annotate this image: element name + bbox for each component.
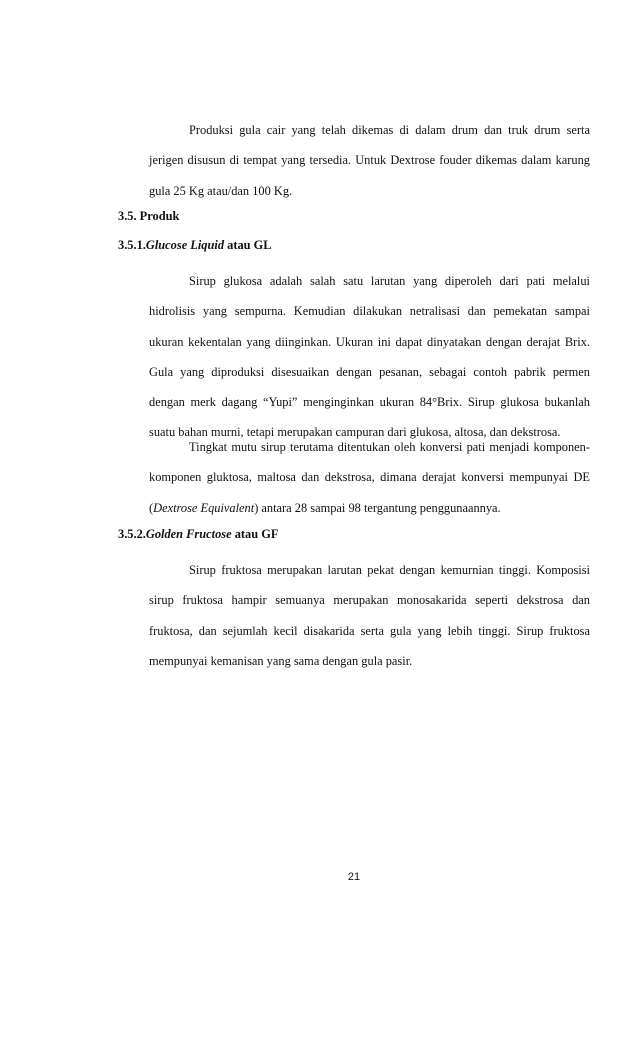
paragraph-tingkat-mutu-text: Tingkat mutu sirup terutama ditentukan oleh konversi pati menjadi komponen-komponen gluktosa, maltosa dan dekstrosa, dimana derajat konversi mempunyai DE ( [149,440,590,515]
heading-3-5-1-italic: Glucose Liquid [145,238,225,252]
heading-3-5-1-number: 3.5.1. [118,238,146,252]
heading-section-3-5: 3.5. Produk [118,209,180,223]
heading-3-5-2 [118,524,278,544]
dextrose-equivalent-term: Dextrose Equivalent [153,500,255,515]
paragraph-sirup-fruktosa: Sirup fruktosa merupakan larutan pekat dengan kemurnian tinggi. Komposisi sirup fruktosa hampir semuanya merupakan monosakarida seperti dekstrosa dan fruktosa, dan sejumlah kecil disakarida serta gula yang lebih tinggi. Sirup fruktosa mempunyai kemanisan yang sama dengan gula pasir. [149,563,590,668]
heading-3-5-2-number: 3.5.2. [118,527,146,541]
paragraph-tingkat-mutu-end: ) antara 28 sampai 98 tergantung penggunaannya. [254,500,501,515]
page-number: 21 [347,871,361,883]
paragraph-dikemas: Produksi gula cair yang telah dikemas di dalam drum dan truk drum serta jerigen disusun di tempat yang tersedia. Untuk Dextrose fouder dikemas dalam karung gula 25 Kg atau/dan 100 Kg. [149,123,590,198]
paragraph-tingkat-mutu [149,432,590,523]
heading-3-5-1 [118,235,272,255]
heading-3-5-2-rest: atau GF [231,527,279,541]
heading-3-5-2-italic: Golden Fructose [145,527,232,541]
heading-3-5-1-rest: atau GL [224,238,272,252]
paragraph-sirup-glukosa: Sirup glukosa adalah salah satu larutan yang diperoleh dari pati melalui hidrolisis yang sempurna. Kemudian dilakukan netralisasi dan pemekatan sampai ukuran kekentalan yang diinginkan. Ukuran ini dapat dinyatakan dengan derajat Brix. Gula yang diproduksi disesuaikan dengan pesanan, sebagai contoh pabrik permen dengan merk dagang “Yupi” menginginkan ukuran 84°Brix. Sirup glukosa bukanlah suatu bahan murni, tetapi merupakan campuran dari glukosa, altosa, dan dekstrosa. [149,274,590,440]
